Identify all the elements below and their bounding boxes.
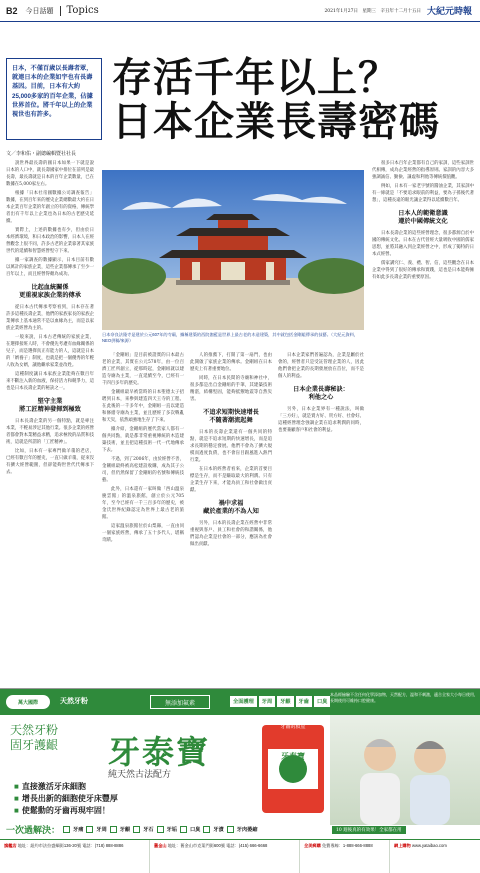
ad-contact-text: 地址：紐約市法拉盛緬街136-20號 電話：(718) 888-8886 (17, 843, 124, 848)
headline (112, 56, 462, 144)
ad-top-bar (0, 689, 480, 715)
checkmark-icon: ■ (14, 794, 19, 803)
ad-product-label: 牙泰寶 (281, 751, 305, 761)
article-paragraph: 據一家調查的數據顯示，日本目前有數以萬計的家族企業，這些企業都傳承了至少一百年以上，而且經營得頗為成功。 (6, 258, 94, 277)
issue-date: 2021年1月27日 星期三 辛丑年十二月十五日 (324, 8, 421, 14)
article-paragraph: 這種制度讓日本家族企業能夠在數百年來不斷注入新的血液，保持活力和競爭力，這也是日本長壽企業的秘訣之一。 (6, 372, 94, 391)
byline: 文／李和佑・副總編輯暨社社長 (6, 151, 77, 157)
ad-solve-row (6, 823, 258, 836)
article-paragraph: 同時，在日本民間的寺廟和神社中，很多都是出自金剛組的手筆，其建築技術精湛，結構堅固，能夠抵禦地震等自然災害。 (190, 376, 272, 402)
ad-category-4: 牙齒 (296, 696, 312, 707)
article-paragraph: 很多日本百年企業都有自己的家訓，這些家訓世代相傳，成為企業經營的指導原則。家訓的內容大多強調誠信、勤儉、謙虛和利他等傳統價值觀。 (372, 161, 474, 180)
topics-label: Topics (66, 5, 99, 16)
checkbox-icon (203, 826, 210, 833)
article-paragraph: 此外，日本還有一家叫做「西山溫泉慶雲館」的溫泉旅館，創立於公元705年，至今已經有一千三百多年的歷史，被金氏世界紀錄認定為世界上最古老的旅館。 (102, 487, 184, 520)
ad-contact-text: 免費專線：1-888-666-8888 (321, 843, 373, 848)
ad-product-box (258, 719, 328, 819)
family-illustration (330, 715, 480, 825)
article-paragraph: 實際上，上述的數據也有少，但由於日本經濟環境，和日本政治的影響，日本人在經營觀念上很不同，許多古老的企業靠著其家族世代的延續和智慧經營堅守下來。 (6, 228, 94, 254)
lede-box: 日本，不僅百歲以長壽者眾，就連日本的企業如宇也有長壽基因。目前，日本有大約25,000多家的百年企業，佔據世界首位。將千年以上的企業視世也有許多。 (6, 58, 102, 140)
article-paragraph: 說世界最長壽的國日本如果一下就是說日本的人口中，就長壽國家中排位在前列是最長壽，最長壽就是日本的百年企業數量，已在數據在5,000家左右。 (6, 161, 94, 187)
header-divider (60, 6, 61, 16)
page-number: B2 (6, 5, 18, 16)
ad-bullet (14, 793, 118, 805)
ad-contact-label: 全美郵購 (304, 843, 321, 848)
checkbox-icon (227, 826, 234, 833)
ad-solve-item: 牙肉萎縮 (236, 827, 258, 833)
advertisement (0, 688, 480, 873)
headline-line-2: 日本企業長壽密碼 (112, 98, 440, 145)
article-paragraph: 「金剛組」是目前被證實的日本最古老的企業，其實在公元578年，由一位百濟工匠所創立，從那時起，金剛組就以建造寺廟為主業，一直延續至今，已經有一千四百多年的歷史。 (102, 353, 184, 386)
ad-contact-label: 舊金山 (154, 843, 167, 848)
article-paragraph: 另外，日本的長壽企業在經營中非常重視與客戶、員工和社會的和諧關係，他們認為企業是社會的一部分，應該為社會做出貢獻。 (190, 521, 272, 547)
ad-bullet-text: 增長出新的細胞使牙床豐厚 (21, 794, 118, 803)
ad-product-badge: 牙齒的救星 (280, 724, 306, 730)
article-paragraph: 例如，日本有一家老字號的醬油企業，其家訓中有一條就是「不要追求眼前的利益，要為子孫後代著想」，這種長遠的眼光讓企業得以延續數百年。 (372, 184, 474, 203)
ad-solve-item: 牙垢 (166, 827, 177, 833)
temple-photo (102, 170, 364, 330)
ad-bullet-list (14, 781, 118, 817)
checkbox-icon (63, 826, 70, 833)
ad-contact-label: 旗艦店 (4, 843, 17, 848)
headline-line-1: 存活千年以上？ (112, 54, 399, 101)
ad-contact-text: www.yataibao.com (411, 843, 447, 848)
ad-solve-item: 牙齦 (119, 827, 131, 833)
article-column-5 (372, 160, 474, 680)
article-paragraph: 根據「日本社帝國數據公司調查報告」數據，在到百年來的歷史企業總數最大約在日本企業百年企業的年創立的有的資格，傳統學者出有千年以上企業也為日本的古老歷史延續。 (6, 191, 94, 224)
ad-family-photo (330, 715, 480, 825)
article-paragraph: 不過，到了2006年，由於經營不善，金剛組最終被高松建設收購，成為其子公司，但仍然保留了金剛組的名號和傳統技藝。 (102, 457, 184, 483)
product-jar-icon (258, 719, 328, 819)
ad-bullet-text: 直接激活牙床細胞 (21, 782, 86, 791)
ad-contact-cell (390, 840, 480, 873)
subheading: 日本企業長壽秘訣： 利他之心 (293, 386, 349, 401)
ad-bullet (14, 781, 118, 793)
article-column-2 (102, 352, 184, 682)
article-column-1 (6, 160, 94, 680)
article-paragraph: 日本企業家們普遍認為，企業是屬於社會的，經營者只是受託管理企業的人，因此他們會把企業的長期發展放在首位，而不是個人的利益。 (278, 353, 364, 379)
ad-logo: 萬大國際 (6, 695, 50, 709)
ad-solve-item: 牙周 (96, 827, 107, 833)
checkmark-icon: ■ (14, 806, 19, 815)
header-right (324, 4, 472, 17)
subheading: 禍中求福 藏於產業的不為人知 (203, 500, 259, 515)
article-column-3 (190, 352, 272, 682)
article-paragraph: 一般來說，日本古老傳統的家族企業，在選擇接班人時，不會優先考慮有血緣關係的兒子，而是選擇真正有能力的人，這就是日本的「婿養子」制度，也就是把一個優秀的年輕人收為女婿，讓他繼承家業並改姓。 (6, 335, 94, 368)
ad-category-3: 牙齦 (277, 696, 293, 707)
article-paragraph: 據介紹，金剛組的歷代當家人都有一個共同點，就是都非常重視傳統的木造建築技術，並且把這種技術一代一代地傳承下去。 (102, 427, 184, 453)
article-paragraph: 日本長壽企業的這些經營理念，很多都源自於中國的傳統文化。日本在古代曾經大量吸收中國的儒家思想，並將其融入到企業經營之中，形成了獨特的日本式經營。 (372, 231, 474, 257)
checkbox-icon (110, 826, 117, 833)
ad-solve-item: 口臭 (189, 827, 201, 833)
ad-contact-cell (300, 840, 390, 873)
article-paragraph: 儒家講究仁、義、禮、智、信，這些觀念在日本企業中得到了很好的傳承和實踐，這也是日本能夠擁有如此多長壽企業的重要原因。 (372, 261, 474, 280)
checkbox-icon (133, 826, 140, 833)
masthead-logo: 大紀元時報 (426, 7, 472, 17)
article-column-4 (278, 352, 364, 682)
photo-caption: 日本奈良法隆寺是建於公元607年的寺廟，據稱建築的西院伽藍是世界上最古老的木造建築，其中就包括金剛組傳承的技藝。（大紀元資料，NEO供稿/來源） (102, 332, 359, 343)
ad-slogan-box: 無添加氟素 (150, 695, 210, 709)
article-paragraph: 日本長壽企業的另一個特點，就是專注本業，不輕易涉足其他行業。很多企業的經營者都會對本業精益求精，追求極致的品質和技術，這就是所謂的「工匠精神」。 (6, 419, 94, 445)
ad-contact-strip (0, 839, 480, 873)
ad-contact-cell (0, 840, 150, 873)
ad-slogan: 天然牙粉 (60, 696, 88, 705)
article-paragraph: 比如，日本有一家專門做羊羹的老店，已經有數百年的歷史，一直只做羊羹，從來沒有擴大經營範圍，但卻能夠世世代代傳承下去。 (6, 449, 94, 475)
ad-contact-label: 網上購物 (394, 843, 411, 848)
ad-brand-name: 牙泰寶 (108, 733, 211, 771)
subheading: 堅守主業 將工匠精神發揮到極致 (19, 398, 81, 413)
ad-solve-item: 牙漬 (213, 827, 224, 833)
ad-contact-text: 地址：舊金山市克萊門街600號 電話：(415) 666-6668 (167, 843, 268, 848)
article-paragraph: 另外，日本企業界有一種說法，叫做「三方好」，就是賣方好、買方好、社會好。這種經營理念強調企業在追求利潤的同時，也要兼顧客戶和社會的利益。 (278, 407, 364, 433)
ad-category-buttons (230, 696, 330, 707)
subheading: 不追求短期快速增長 不隨著潮流起舞 (203, 409, 259, 424)
article-paragraph: 人的推薦下，打開了第一扇門，也由此開啟了家族企業的傳承。金剛組在日本歷史上有著重要地位。 (190, 353, 272, 372)
ad-category-2: 牙周 (259, 696, 275, 707)
article-paragraph: 在日本的經營者看來，企業的首要目標是生存，而不是賺取最大的利潤。只有企業生存下來，才能為員工和社會做出貢獻。 (190, 467, 272, 493)
ad-solve-item: 牙痛 (73, 827, 84, 833)
page-header (0, 0, 480, 22)
checkmark-icon: ■ (14, 782, 19, 791)
ad-subtitle: 純天然古法配方 (108, 770, 172, 780)
ad-category-1: 全面護理 (230, 696, 257, 707)
article-paragraph: 從日本古代傳承考察看到，日本存在著許多這種長壽企業，他們的家族家長的家族企業傳承上基本通常不是以血緣為主，而是以家族企業經營為主的。 (6, 305, 94, 331)
checkbox-icon (180, 826, 187, 833)
ad-natural-block (10, 723, 58, 753)
subheading: 日本人的範衛意識 遵於中國傳統文化 (398, 210, 448, 225)
ad-natural-line-2: 固牙護齦 (10, 738, 59, 752)
checkbox-icon (86, 826, 93, 833)
checkbox-icon (157, 826, 164, 833)
ad-contact-cell (150, 840, 300, 873)
article-paragraph: 金剛組最早被當時的日本聖德太子招聘到日本，來參與建造四天王寺的工程。在此後的一千多年中，金剛組一直以建造和修繕寺廟為主業，並且歷經了多次戰亂和天災，依然頑強地生存了下來。 (102, 390, 184, 423)
ad-solve-item: 牙石 (143, 827, 154, 833)
ad-category-5: 口臭 (314, 696, 330, 707)
article-paragraph: 日本的長壽企業還有一個共同的特點，就是不追求短期的快速增長，而是追求長期的穩定發展。他們不會為了擴大規模而過度負債，也不會盲目跟風進入熱門行業。 (190, 430, 272, 463)
temple-illustration (102, 170, 364, 330)
ad-photo-caption: 10 週後真的有效果！全家都在用 (332, 826, 406, 834)
ad-solve-label: 一次過解決： (6, 825, 61, 835)
ad-bullet-text: 使鬆動的牙齒再現牢固！ (21, 806, 110, 815)
ad-natural-line-1: 天然牙粉 (10, 723, 59, 737)
article-paragraph: 這家溫泉旅館位於山梨縣，一直由同一個家族經營，傳承了五十多代人，堪稱奇蹟。 (102, 524, 184, 543)
ad-fine-print: 本品經檢驗不含任何化學添加物，天然配方，溫和不刺激，適合全家大小每日使用，長期使用可維持口腔健康。 (330, 692, 478, 703)
ad-bullet (14, 805, 118, 817)
subheading: 比起血統關係 更重視家族企業的傳承 (19, 284, 81, 299)
section-name: 今日話題 (25, 6, 54, 15)
